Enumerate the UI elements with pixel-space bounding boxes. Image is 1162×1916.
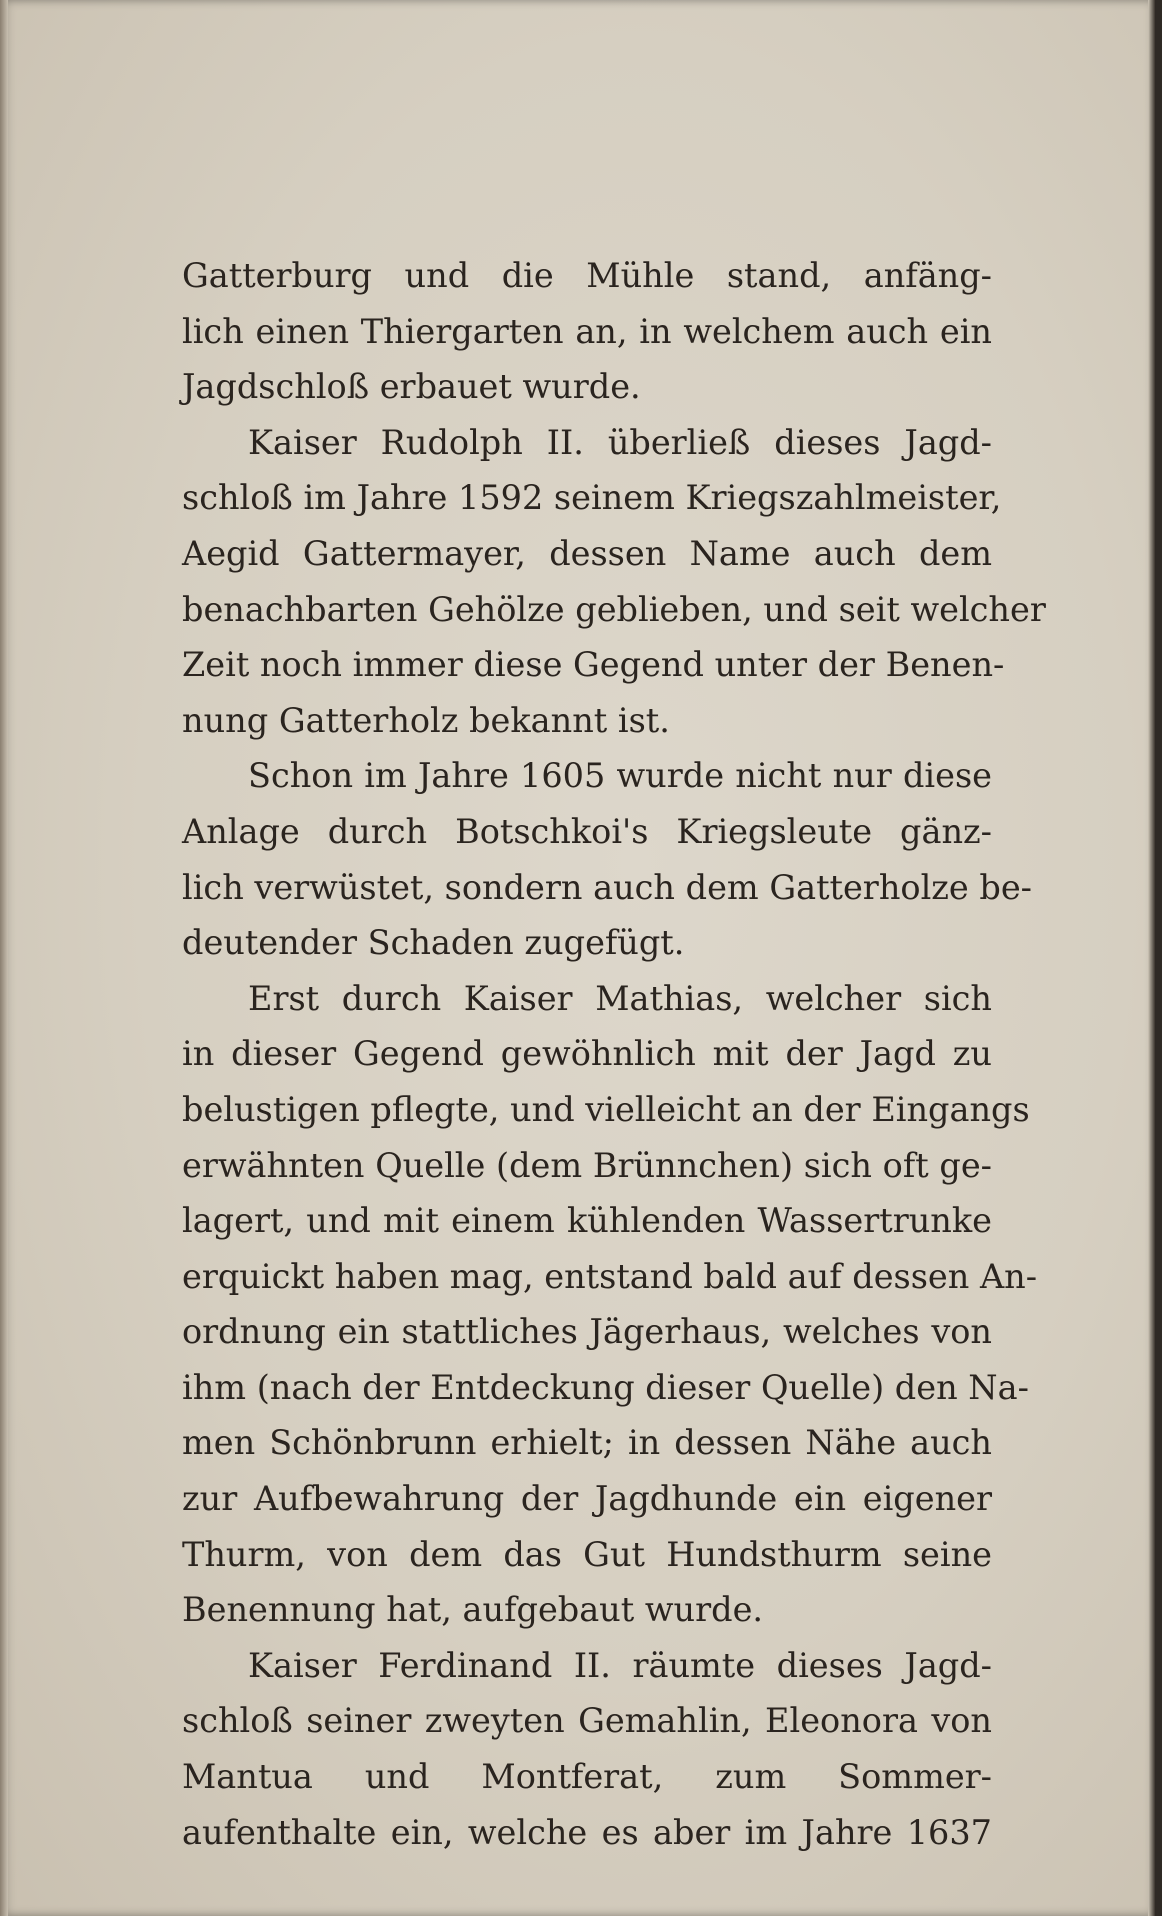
text-line: benachbarten Gehölze geblieben, und seit welcher [182, 589, 1046, 629]
text-line: Anlage durch Botschkoi's Kriegsleute gänz- [182, 811, 992, 851]
page-right-edge [1148, 0, 1155, 1916]
text-line: lich einen Thiergarten an, in welchem auch ein [182, 311, 992, 351]
text-line: deutender Schaden zugefügt. [182, 923, 685, 963]
paragraph-3 [182, 748, 1032, 970]
paragraph-5 [182, 1638, 992, 1860]
page-text [182, 248, 1046, 1860]
text-line: ihm (nach der Entdeckung dieser Quelle) den Na- [182, 1367, 1029, 1407]
text-line: Jagdschloß erbauet wurde. [182, 367, 641, 407]
text-line: Zeit noch immer diese Gegend unter der Benen- [182, 645, 1005, 685]
text-line: nung Gatterholz bekannt ist. [182, 700, 670, 740]
text-line: Aegid Gattermayer, dessen Name auch dem [182, 533, 992, 573]
text-line: erquickt haben mag, entstand bald auf dessen An- [182, 1256, 1038, 1296]
text-line: Gatterburg und die Mühle stand, anfäng- [182, 256, 992, 295]
text-line: in dieser Gegend gewöhnlich mit der Jagd zu [182, 1034, 992, 1074]
text-line: ordnung ein stattliches Jägerhaus, welches von [182, 1312, 992, 1352]
text-line: lich verwüstet, sondern auch dem Gatterholze be- [182, 867, 1032, 907]
text-line: Erst durch Kaiser Mathias, welcher sich [248, 978, 992, 1018]
paragraph-4 [182, 971, 1038, 1638]
text-line: aufenthalte ein, welche es aber im Jahre 1637 [182, 1812, 992, 1852]
text-line: Benennung hat, aufgebaut wurde. [182, 1590, 764, 1630]
text-line: Kaiser Ferdinand II. räumte dieses Jagd- [248, 1645, 992, 1685]
paragraph-1 [182, 248, 992, 415]
text-line: Schon im Jahre 1605 wurde nicht nur diese [248, 756, 992, 796]
text-line: Kaiser Rudolph II. überließ dieses Jagd- [248, 422, 992, 462]
paragraph-2 [182, 415, 1046, 749]
text-line: lagert, und mit einem kühlenden Wassertrunke [182, 1201, 992, 1241]
text-line: erwähnten Quelle (dem Brünnchen) sich oft ge- [182, 1145, 992, 1185]
text-line: Mantua und Montferat, zum Sommer- [182, 1757, 992, 1797]
text-line: schloß seiner zweyten Gemahlin, Eleonora von [182, 1701, 992, 1741]
text-line: zur Aufbewahrung der Jagdhunde ein eigener [182, 1479, 992, 1519]
text-line: men Schönbrunn erhielt; in dessen Nähe auch [182, 1423, 992, 1463]
text-line: Thurm, von dem das Gut Hundsthurm seine [182, 1534, 992, 1574]
binding-edge [0, 0, 8, 1916]
text-line: schloß im Jahre 1592 seinem Kriegszahlmeister, [182, 478, 1002, 518]
text-line: belustigen pflegte, und vielleicht an der Eingangs [182, 1089, 1030, 1129]
